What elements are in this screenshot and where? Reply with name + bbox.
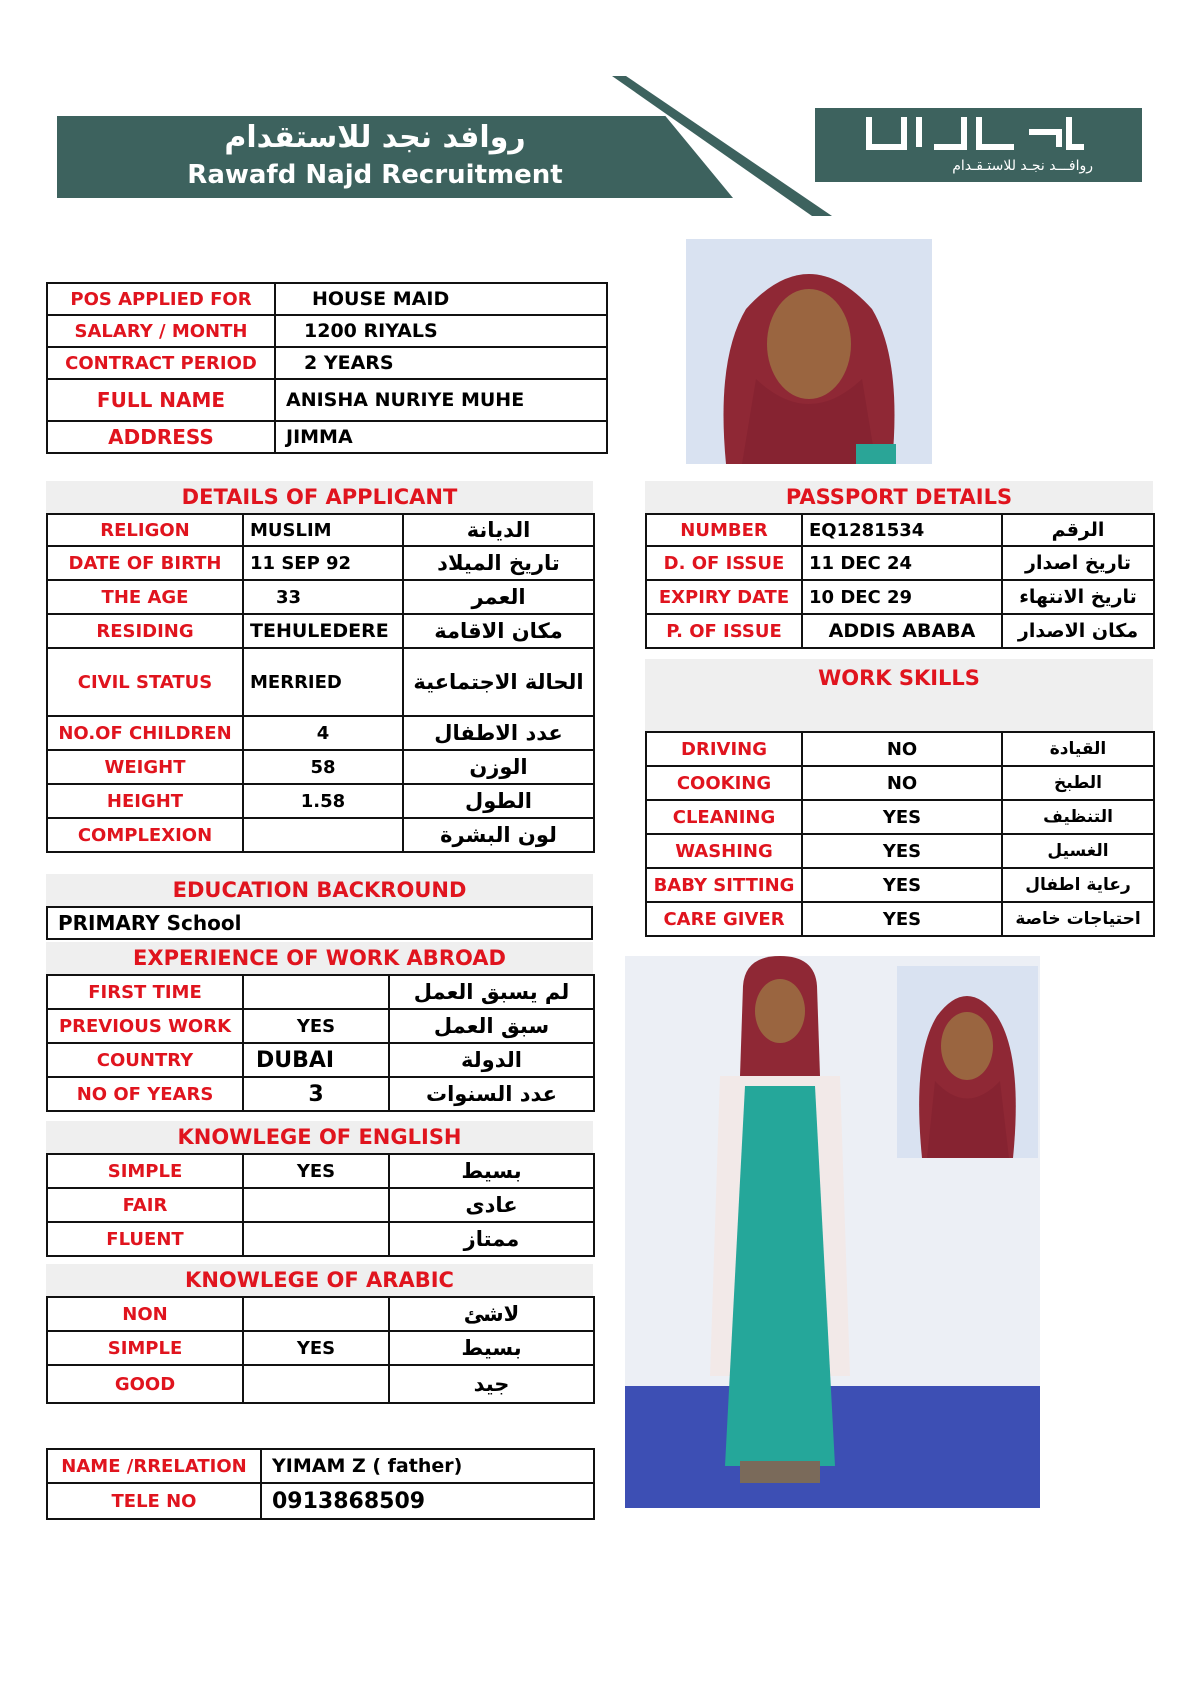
cell-value: YES [243, 1331, 389, 1365]
table-row [646, 868, 1154, 902]
cell-label: DATE OF BIRTH [47, 546, 243, 580]
cell-value: 10 DEC 29 [802, 580, 1002, 614]
cell-value: 33 [243, 580, 403, 614]
cell-label: SIMPLE [47, 1154, 243, 1188]
table-row [646, 546, 1154, 580]
cell-value: YES [802, 800, 1002, 834]
cell-label: WASHING [646, 834, 802, 868]
cell-value: NO [802, 732, 1002, 766]
label-relation: NAME /RRELATION [47, 1449, 261, 1483]
table-row [47, 1297, 594, 1331]
applicant-small-portrait [897, 966, 1038, 1158]
banner-slash [612, 76, 832, 216]
value-contract: 2 YEARS [275, 347, 607, 379]
cell-label: FAIR [47, 1188, 243, 1222]
table-row [47, 315, 607, 347]
cell-label: THE AGE [47, 580, 243, 614]
table-row [646, 834, 1154, 868]
table-row [47, 648, 594, 716]
cell-label: EXPIRY DATE [646, 580, 802, 614]
table-row [47, 347, 607, 379]
table-row [47, 716, 594, 750]
cell-label: DRIVING [646, 732, 802, 766]
value-salary: 1200 RIYALS [275, 315, 607, 347]
cell-arabic: عدد الاطفال [403, 716, 594, 750]
cell-arabic: لون البشرة [403, 818, 594, 852]
label-contract: CONTRACT PERIOD [47, 347, 275, 379]
cell-value: 58 [243, 750, 403, 784]
cell-label: COUNTRY [47, 1043, 243, 1077]
table-row [646, 514, 1154, 546]
section-title-experience: EXPERIENCE OF WORK ABROAD [46, 942, 593, 974]
cell-arabic: ممتاز [389, 1222, 594, 1256]
contact-table [46, 1448, 595, 1520]
cell-value [243, 1222, 389, 1256]
table-row [47, 1449, 594, 1483]
cell-label: CIVIL STATUS [47, 648, 243, 716]
job-info-table [46, 282, 608, 454]
details-table [46, 513, 595, 853]
cell-label: WEIGHT [47, 750, 243, 784]
cell-value [243, 1297, 389, 1331]
label-phone: TELE NO [47, 1483, 261, 1519]
arabic-table [46, 1296, 595, 1404]
cell-arabic: لاشئ [389, 1297, 594, 1331]
applicant-portrait-photo [686, 239, 932, 464]
cell-value: YES [243, 1154, 389, 1188]
table-row [47, 580, 594, 614]
label-position: POS APPLIED FOR [47, 283, 275, 315]
cell-arabic: الطول [403, 784, 594, 818]
cell-arabic: لم يسبق العمل [389, 975, 594, 1009]
table-row [646, 732, 1154, 766]
section-title-arabic: KNOWLEGE OF ARABIC [46, 1264, 593, 1296]
cell-arabic: الدولة [389, 1043, 594, 1077]
value-relation: YIMAM Z ( father) [261, 1449, 594, 1483]
label-address: ADDRESS [47, 421, 275, 453]
table-row [47, 1077, 594, 1111]
cell-value: YES [802, 902, 1002, 936]
section-title-english: KNOWLEGE OF ENGLISH [46, 1121, 593, 1153]
cell-arabic: عدد السنوات [389, 1077, 594, 1111]
cell-value: DUBAI [243, 1043, 389, 1077]
table-row [47, 283, 607, 315]
table-row [47, 1365, 594, 1403]
cell-value [243, 1188, 389, 1222]
cell-arabic: الديانة [403, 514, 594, 546]
cell-value: ADDIS ABABA [802, 614, 1002, 648]
cell-value [243, 975, 389, 1009]
cell-value: MERRIED [243, 648, 403, 716]
company-logo [864, 112, 1089, 152]
section-title-details: DETAILS OF APPLICANT [46, 481, 593, 513]
cell-label: FLUENT [47, 1222, 243, 1256]
cell-label: COMPLEXION [47, 818, 243, 852]
table-row [47, 907, 592, 939]
cell-arabic: تاريخ الانتهاء [1002, 580, 1154, 614]
cell-label: FIRST TIME [47, 975, 243, 1009]
table-row [646, 580, 1154, 614]
cell-arabic: بسيط [389, 1154, 594, 1188]
cell-label: RESIDING [47, 614, 243, 648]
cell-arabic: مكان الاقامة [403, 614, 594, 648]
cell-arabic: التنظيف [1002, 800, 1154, 834]
section-title-skills: WORK SKILLS [645, 659, 1153, 731]
cell-value: YES [243, 1009, 389, 1043]
cell-label: NON [47, 1297, 243, 1331]
table-row [47, 614, 594, 648]
cell-label: RELIGON [47, 514, 243, 546]
logo-subtitle: روافـــد نجـد للاستـقـدام [952, 158, 1093, 174]
table-row [47, 1331, 594, 1365]
cell-arabic: الوزن [403, 750, 594, 784]
cell-value: MUSLIM [243, 514, 403, 546]
cell-label: NO.OF CHILDREN [47, 716, 243, 750]
table-row [47, 1043, 594, 1077]
value-phone: 0913868509 [261, 1483, 594, 1519]
skills-table [645, 731, 1155, 937]
section-title-passport: PASSPORT DETAILS [645, 481, 1153, 513]
cell-label: CARE GIVER [646, 902, 802, 936]
company-english-name: Rawafd Najd Recruitment [187, 160, 563, 190]
cell-label: HEIGHT [47, 784, 243, 818]
table-row [47, 784, 594, 818]
cell-value [243, 1365, 389, 1403]
cell-arabic: الطبخ [1002, 766, 1154, 800]
experience-table [46, 974, 595, 1112]
education-value: PRIMARY School [47, 907, 592, 939]
label-salary: SALARY / MONTH [47, 315, 275, 347]
cell-label: SIMPLE [47, 1331, 243, 1365]
label-full-name: FULL NAME [47, 379, 275, 421]
cell-arabic: الغسيل [1002, 834, 1154, 868]
cell-label: COOKING [646, 766, 802, 800]
cell-value: 11 SEP 92 [243, 546, 403, 580]
cell-arabic: رعاية اطفال [1002, 868, 1154, 902]
cell-value: YES [802, 868, 1002, 902]
cell-arabic: بسيط [389, 1331, 594, 1365]
value-position: HOUSE MAID [275, 283, 607, 315]
table-row [47, 514, 594, 546]
cell-label: P. OF ISSUE [646, 614, 802, 648]
cell-arabic: الرقم [1002, 514, 1154, 546]
cell-label: GOOD [47, 1365, 243, 1403]
section-title-education: EDUCATION BACKROUND [46, 874, 593, 906]
cell-arabic: سبق العمل [389, 1009, 594, 1043]
cell-arabic: القيادة [1002, 732, 1154, 766]
table-row [47, 546, 594, 580]
cell-label: BABY SITTING [646, 868, 802, 902]
value-address: JIMMA [275, 421, 607, 453]
table-row [47, 1483, 594, 1519]
table-row [47, 1154, 594, 1188]
cell-label: D. OF ISSUE [646, 546, 802, 580]
cell-label: NUMBER [646, 514, 802, 546]
cell-arabic: احتياجات خاصة [1002, 902, 1154, 936]
cell-arabic: مكان الاصدار [1002, 614, 1154, 648]
value-full-name: ANISHA NURIYE MUHE [275, 379, 607, 421]
table-row [47, 421, 607, 453]
cell-value: 1.58 [243, 784, 403, 818]
cell-value: YES [802, 834, 1002, 868]
cell-value: 3 [243, 1077, 389, 1111]
cell-value: 11 DEC 24 [802, 546, 1002, 580]
cell-arabic: تاريخ اصدار [1002, 546, 1154, 580]
table-row [646, 614, 1154, 648]
table-row [47, 379, 607, 421]
company-arabic-name: روافد نجد للاستقدام [224, 120, 526, 155]
cell-label: CLEANING [646, 800, 802, 834]
cell-value: 4 [243, 716, 403, 750]
passport-table [645, 513, 1155, 649]
cell-label: NO OF YEARS [47, 1077, 243, 1111]
cell-value: TEHULEDERE [243, 614, 403, 648]
table-row [47, 1009, 594, 1043]
cell-label: PREVIOUS WORK [47, 1009, 243, 1043]
table-row [646, 800, 1154, 834]
applicant-full-body-photo [625, 956, 1040, 1508]
education-table [46, 906, 593, 940]
cell-value: EQ1281534 [802, 514, 1002, 546]
table-row [646, 902, 1154, 936]
table-row [47, 750, 594, 784]
table-row [47, 1188, 594, 1222]
cell-arabic: تاريخ الميلاد [403, 546, 594, 580]
cell-value [243, 818, 403, 852]
cell-arabic: جيد [389, 1365, 594, 1403]
table-row [646, 766, 1154, 800]
english-table [46, 1153, 595, 1257]
table-row [47, 1222, 594, 1256]
table-row [47, 975, 594, 1009]
cell-value: NO [802, 766, 1002, 800]
table-row [47, 818, 594, 852]
cell-arabic: عادى [389, 1188, 594, 1222]
cell-arabic: العمر [403, 580, 594, 614]
cell-arabic: الحالة الاجتماعية [403, 648, 594, 716]
